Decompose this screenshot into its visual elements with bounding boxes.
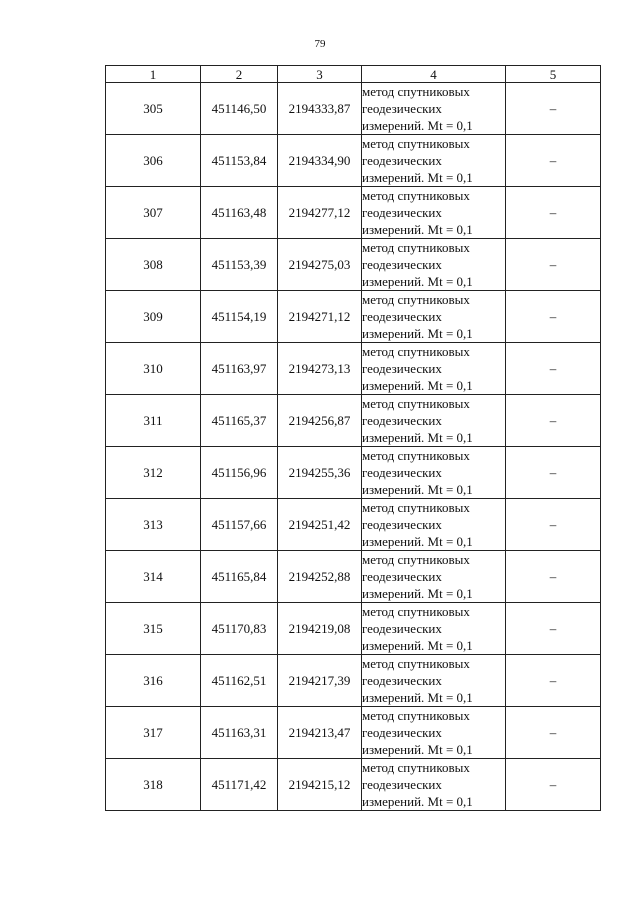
method-cell: [362, 499, 506, 551]
point-number-cell: 306: [106, 135, 201, 187]
x-coordinate-cell: 451157,66: [201, 499, 278, 551]
method-text-line: метод спутниковых: [362, 292, 470, 307]
table-row: [106, 187, 601, 239]
method-text-line: геодезических: [362, 465, 442, 480]
method-text-line: измерений. Mt = 0,1: [362, 794, 473, 809]
method-text-line: геодезических: [362, 101, 442, 116]
y-coordinate-cell: 2194273,13: [278, 343, 362, 395]
y-coordinate-cell: 2194256,87: [278, 395, 362, 447]
y-coordinate-cell: 2194275,03: [278, 239, 362, 291]
note-cell: –: [506, 447, 601, 499]
x-coordinate-cell: 451153,84: [201, 135, 278, 187]
table-row: [106, 447, 601, 499]
point-number-cell: 317: [106, 707, 201, 759]
method-text-line: метод спутниковых: [362, 396, 470, 411]
note-cell: –: [506, 343, 601, 395]
table-row: [106, 499, 601, 551]
y-coordinate-cell: 2194251,42: [278, 499, 362, 551]
x-coordinate-cell: 451170,83: [201, 603, 278, 655]
note-cell: –: [506, 395, 601, 447]
method-text-line: геодезических: [362, 621, 442, 636]
note-cell: –: [506, 499, 601, 551]
point-number-cell: 313: [106, 499, 201, 551]
note-cell: –: [506, 759, 601, 811]
point-number-cell: 310: [106, 343, 201, 395]
method-text-line: геодезических: [362, 517, 442, 532]
x-coordinate-cell: 451165,37: [201, 395, 278, 447]
note-cell: –: [506, 239, 601, 291]
table-row: [106, 135, 601, 187]
method-text-line: измерений. Mt = 0,1: [362, 222, 473, 237]
y-coordinate-cell: 2194252,88: [278, 551, 362, 603]
x-coordinate-cell: 451162,51: [201, 655, 278, 707]
x-coordinate-cell: 451171,42: [201, 759, 278, 811]
method-cell: [362, 603, 506, 655]
method-text-line: метод спутниковых: [362, 760, 470, 775]
method-text-line: измерений. Mt = 0,1: [362, 430, 473, 445]
table-row: [106, 343, 601, 395]
method-cell: [362, 551, 506, 603]
x-coordinate-cell: 451156,96: [201, 447, 278, 499]
method-text-line: метод спутниковых: [362, 240, 470, 255]
note-cell: –: [506, 655, 601, 707]
x-coordinate-cell: 451163,97: [201, 343, 278, 395]
table-row: [106, 291, 601, 343]
method-text-line: метод спутниковых: [362, 656, 470, 671]
point-number-cell: 305: [106, 83, 201, 135]
method-text-line: измерений. Mt = 0,1: [362, 482, 473, 497]
method-text-line: метод спутниковых: [362, 448, 470, 463]
header-row: [106, 66, 601, 83]
method-text-line: геодезических: [362, 257, 442, 272]
table-row: [106, 707, 601, 759]
x-coordinate-cell: 451146,50: [201, 83, 278, 135]
point-number-cell: 315: [106, 603, 201, 655]
method-text-line: метод спутниковых: [362, 500, 470, 515]
method-cell: [362, 707, 506, 759]
y-coordinate-cell: 2194217,39: [278, 655, 362, 707]
method-cell: [362, 395, 506, 447]
y-coordinate-cell: 2194255,36: [278, 447, 362, 499]
y-coordinate-cell: 2194271,12: [278, 291, 362, 343]
table-row: [106, 239, 601, 291]
method-text-line: измерений. Mt = 0,1: [362, 274, 473, 289]
table-row: [106, 603, 601, 655]
x-coordinate-cell: 451165,84: [201, 551, 278, 603]
coordinates-table: [105, 65, 601, 811]
x-coordinate-cell: 451153,39: [201, 239, 278, 291]
method-text-line: геодезических: [362, 725, 442, 740]
method-text-line: геодезических: [362, 673, 442, 688]
method-text-line: метод спутниковых: [362, 552, 470, 567]
method-cell: [362, 343, 506, 395]
table-body: [106, 83, 601, 811]
y-coordinate-cell: 2194213,47: [278, 707, 362, 759]
method-cell: [362, 759, 506, 811]
method-cell: [362, 655, 506, 707]
note-cell: –: [506, 707, 601, 759]
method-cell: [362, 83, 506, 135]
header-cell-2: 2: [201, 66, 278, 83]
method-cell: [362, 135, 506, 187]
method-text-line: геодезических: [362, 361, 442, 376]
method-text-line: геодезических: [362, 153, 442, 168]
method-text-line: измерений. Mt = 0,1: [362, 690, 473, 705]
header-cell-4: 4: [362, 66, 506, 83]
point-number-cell: 316: [106, 655, 201, 707]
method-text-line: метод спутниковых: [362, 84, 470, 99]
note-cell: –: [506, 603, 601, 655]
note-cell: –: [506, 83, 601, 135]
note-cell: –: [506, 135, 601, 187]
header-cell-1: 1: [106, 66, 201, 83]
note-cell: –: [506, 291, 601, 343]
point-number-cell: 311: [106, 395, 201, 447]
method-text-line: метод спутниковых: [362, 188, 470, 203]
method-text-line: измерений. Mt = 0,1: [362, 586, 473, 601]
table-row: [106, 759, 601, 811]
x-coordinate-cell: 451163,31: [201, 707, 278, 759]
y-coordinate-cell: 2194333,87: [278, 83, 362, 135]
method-text-line: метод спутниковых: [362, 136, 470, 151]
method-text-line: геодезических: [362, 569, 442, 584]
method-text-line: геодезических: [362, 205, 442, 220]
x-coordinate-cell: 451163,48: [201, 187, 278, 239]
table-row: [106, 395, 601, 447]
x-coordinate-cell: 451154,19: [201, 291, 278, 343]
method-cell: [362, 291, 506, 343]
y-coordinate-cell: 2194334,90: [278, 135, 362, 187]
note-cell: –: [506, 187, 601, 239]
point-number-cell: 307: [106, 187, 201, 239]
table-row: [106, 83, 601, 135]
y-coordinate-cell: 2194215,12: [278, 759, 362, 811]
method-cell: [362, 239, 506, 291]
point-number-cell: 318: [106, 759, 201, 811]
method-text-line: измерений. Mt = 0,1: [362, 118, 473, 133]
header-cell-5: 5: [506, 66, 601, 83]
point-number-cell: 314: [106, 551, 201, 603]
method-text-line: геодезических: [362, 777, 442, 792]
method-text-line: измерений. Mt = 0,1: [362, 534, 473, 549]
y-coordinate-cell: 2194219,08: [278, 603, 362, 655]
method-text-line: измерений. Mt = 0,1: [362, 742, 473, 757]
header-cell-3: 3: [278, 66, 362, 83]
note-cell: –: [506, 551, 601, 603]
method-text-line: измерений. Mt = 0,1: [362, 638, 473, 653]
point-number-cell: 308: [106, 239, 201, 291]
point-number-cell: 309: [106, 291, 201, 343]
method-text-line: измерений. Mt = 0,1: [362, 378, 473, 393]
method-cell: [362, 187, 506, 239]
method-text-line: измерений. Mt = 0,1: [362, 326, 473, 341]
method-text-line: геодезических: [362, 413, 442, 428]
method-cell: [362, 447, 506, 499]
method-text-line: геодезических: [362, 309, 442, 324]
method-text-line: метод спутниковых: [362, 344, 470, 359]
method-text-line: метод спутниковых: [362, 604, 470, 619]
table-row: [106, 551, 601, 603]
page-number: 79: [314, 38, 326, 50]
y-coordinate-cell: 2194277,12: [278, 187, 362, 239]
table-row: [106, 655, 601, 707]
method-text-line: метод спутниковых: [362, 708, 470, 723]
method-text-line: измерений. Mt = 0,1: [362, 170, 473, 185]
point-number-cell: 312: [106, 447, 201, 499]
